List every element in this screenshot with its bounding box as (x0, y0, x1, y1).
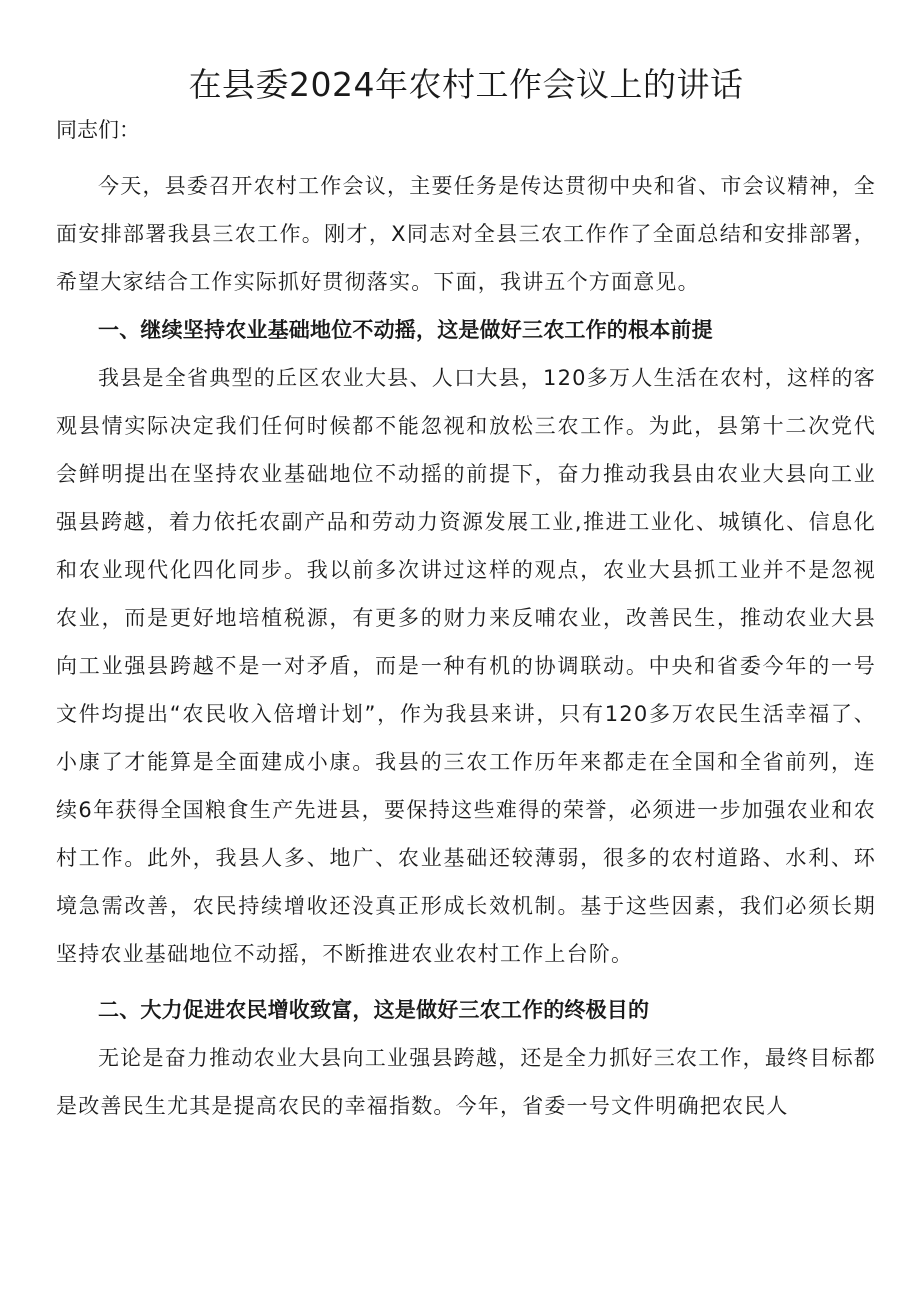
section-1-heading: 一、继续坚持农业基础地位不动摇，这是做好三农工作的根本前提 (98, 318, 713, 342)
salutation: 同志们： (56, 118, 140, 142)
section-2-heading: 二、大力促进农民增收致富，这是做好三农工作的终极目的 (98, 998, 650, 1022)
section-1-body: 我县是全省典型的丘区农业大县、人口大县，120多万人生活在农村，这样的客观县情实际决定我们任何时候都不能忽视和放松三农工作。为此，县第十二次党代会鲜明提出在坚持农业基础地位不动摇的前提下，奋力推动我县由农业大县向工业强县跨越，着力依托农副产品和劳动力资源发展工业,推进工业化、城镇化、信息化和农业现代化四化同步。我以前多次讲过这样的观点，农业大县抓工业并不是忽视农业，而是更好地培植税源，有更多的财力来反哺农业，改善民生，推动农业大县向工业强县跨越不是一对矛盾，而是一种有机的协调联动。中央和省委今年的一号文件均提出“农民收入倍增计划”，作为我县来讲，只有120多万农民生活幸福了、小康了才能算是全面建成小康。我县的三农工作历年来都走在全国和全省前列，连续6年获得全国粮食生产先进县，要保持这些难得的荣誉，必须进一步加强农业和农村工作。此外，我县人多、地广、农业基础还较薄弱，很多的农村道路、水利、环境急需改善，农民持续增收还没真正形成长效机制。基于这些因素，我们必须长期坚持农业基础地位不动摇，不断推进农业农村工作上台阶。 (56, 366, 876, 966)
section-2-body: 无论是奋力推动农业大县向工业强县跨越，还是全力抓好三农工作，最终目标都是改善民生尤其是提高农民的幸福指数。今年，省委一号文件明确把农民人 (56, 1046, 876, 1118)
document-title: 在县委2024年农村工作会议上的讲话 (188, 65, 744, 104)
intro-paragraph: 今天，县委召开农村工作会议，主要任务是传达贯彻中央和省、市会议精神，全面安排部署我县三农工作。刚才，X同志对全县三农工作作了全面总结和安排部署，希望大家结合工作实际抓好贯彻落实。下面，我讲五个方面意见。 (56, 174, 876, 294)
